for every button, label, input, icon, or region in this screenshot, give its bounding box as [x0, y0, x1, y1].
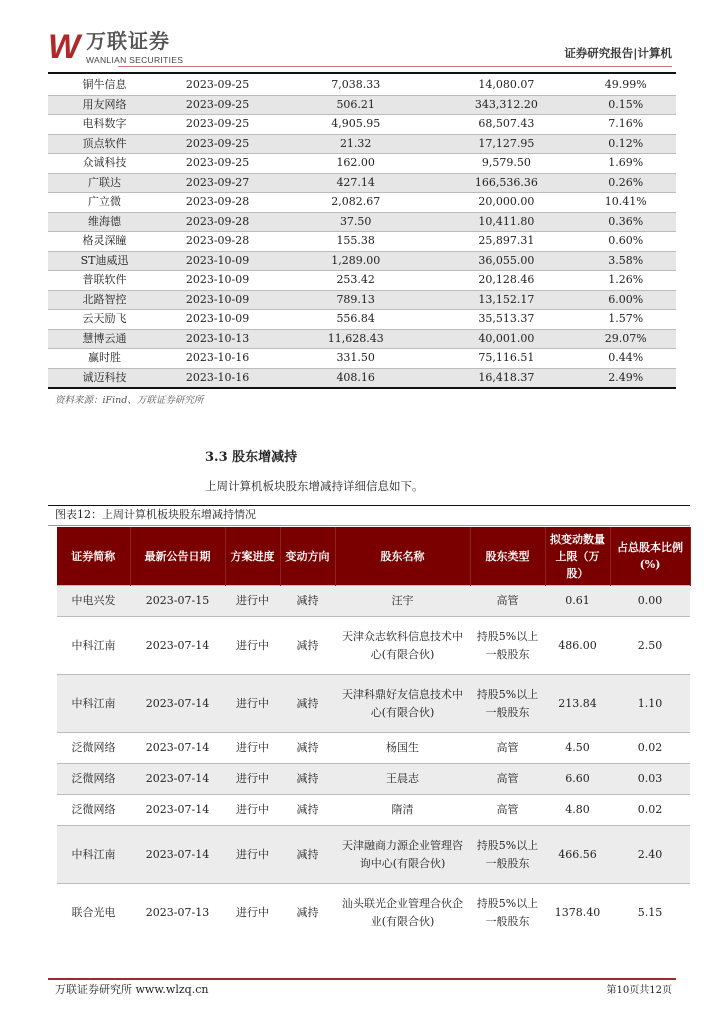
table-row: [57, 795, 690, 826]
table-cell: 40,001.00: [437, 329, 575, 349]
table-cell: 天津科鼎好友信息技术中心(有限合伙): [335, 675, 470, 733]
table-row: [48, 368, 676, 388]
table-cell: 减持: [280, 617, 335, 675]
table-row: [57, 675, 690, 733]
table-row: [48, 212, 676, 232]
table-cell: 减持: [280, 733, 335, 764]
table-cell: 减持: [280, 795, 335, 826]
table-row: [57, 884, 690, 942]
table-cell: 0.26%: [575, 173, 676, 193]
table-cell: 隋清: [335, 795, 470, 826]
table-cell: 4,905.95: [274, 115, 437, 135]
table-cell: 0.03: [610, 764, 690, 795]
table-cell: 进行中: [225, 675, 280, 733]
table-cell: 6.60: [545, 764, 610, 795]
table-cell: 1.69%: [575, 154, 676, 174]
table-cell: 4.80: [545, 795, 610, 826]
table-cell: 2023-09-25: [161, 76, 274, 95]
table-cell: 持股5%以上一般股东: [470, 884, 545, 942]
table-row: [57, 617, 690, 675]
table-row: [48, 173, 676, 193]
table-cell: 中科江南: [57, 826, 130, 884]
table-cell: 2023-10-16: [161, 368, 274, 388]
table-cell: 6.00%: [575, 290, 676, 310]
table-cell: 213.84: [545, 675, 610, 733]
column-header: 股东名称: [335, 527, 470, 586]
table-cell: 2023-07-13: [130, 884, 225, 942]
column-header: 占总股本比例(%): [610, 527, 690, 586]
table-row: [57, 586, 690, 617]
table-cell: 赢时胜: [48, 349, 161, 369]
table-cell: 0.02: [610, 795, 690, 826]
table-cell: 减持: [280, 826, 335, 884]
table-cell: 2023-09-25: [161, 154, 274, 174]
table-cell: 25,897.31: [437, 232, 575, 252]
table-cell: 0.00: [610, 586, 690, 617]
table-cell: 17,127.95: [437, 134, 575, 154]
table-cell: 155.38: [274, 232, 437, 252]
table-cell: 21.32: [274, 134, 437, 154]
table-cell: 杨国生: [335, 733, 470, 764]
table-cell: 2023-09-27: [161, 173, 274, 193]
table-cell: 2023-07-14: [130, 764, 225, 795]
table-row: [57, 826, 690, 884]
footer-rule: [48, 978, 676, 980]
table-cell: 泛微网络: [57, 795, 130, 826]
shareholder-change-table: [57, 527, 691, 941]
table-cell: 2023-07-14: [130, 826, 225, 884]
table-row: [48, 76, 676, 95]
table-cell: 343,312.20: [437, 95, 575, 115]
table-cell: 持股5%以上一般股东: [470, 675, 545, 733]
table-cell: 高管: [470, 733, 545, 764]
column-header: 最新公告日期: [130, 527, 225, 586]
table-cell: 高管: [470, 764, 545, 795]
table-row: [48, 290, 676, 310]
table-cell: 电科数字: [48, 115, 161, 135]
table-cell: 1.26%: [575, 271, 676, 291]
table-cell: 2023-10-13: [161, 329, 274, 349]
table-row: [48, 251, 676, 271]
table-cell: 789.13: [274, 290, 437, 310]
table-cell: 0.61: [545, 586, 610, 617]
table-row: [48, 154, 676, 174]
table-cell: 持股5%以上一般股东: [470, 826, 545, 884]
table-cell: 0.36%: [575, 212, 676, 232]
table-cell: 10.41%: [575, 193, 676, 213]
table-cell: 铜牛信息: [48, 76, 161, 95]
column-header: 证券简称: [57, 527, 130, 586]
table-row: [48, 193, 676, 213]
table-cell: 天津融商力源企业管理咨询中心(有限合伙): [335, 826, 470, 884]
table-cell: 1378.40: [545, 884, 610, 942]
table-cell: 408.16: [274, 368, 437, 388]
page-number: 第10页共12页: [606, 985, 672, 996]
column-header: 拟变动数量上限（万股）: [545, 527, 610, 586]
table-cell: 7,038.33: [274, 76, 437, 95]
table-cell: 广联达: [48, 173, 161, 193]
table-cell: 2023-10-09: [161, 290, 274, 310]
table-cell: 1.10: [610, 675, 690, 733]
table-cell: 2023-10-16: [161, 349, 274, 369]
table-cell: 486.00: [545, 617, 610, 675]
table-cell: 36,055.00: [437, 251, 575, 271]
table-cell: 进行中: [225, 826, 280, 884]
table-cell: 556.84: [274, 310, 437, 330]
table-cell: 427.14: [274, 173, 437, 193]
table-cell: 0.15%: [575, 95, 676, 115]
table-source: 资料来源：iFind、万联证券研究所: [55, 395, 204, 406]
table-cell: 2023-09-25: [161, 134, 274, 154]
table-cell: 普联软件: [48, 271, 161, 291]
table-row: [48, 134, 676, 154]
table-cell: 4.50: [545, 733, 610, 764]
table-cell: 慧博云通: [48, 329, 161, 349]
table-cell: 云天励飞: [48, 310, 161, 330]
table-cell: 减持: [280, 764, 335, 795]
section-paragraph: 上周计算机板块股东增减持详细信息如下。: [205, 479, 424, 493]
figure-caption: 图表12：上周计算机板块股东增减持情况: [55, 508, 256, 521]
table-cell: 2023-10-09: [161, 251, 274, 271]
table-cell: 高管: [470, 795, 545, 826]
table-cell: 泛微网络: [57, 764, 130, 795]
table-cell: 2023-10-09: [161, 271, 274, 291]
column-header: 股东类型: [470, 527, 545, 586]
table-cell: 持股5%以上一般股东: [470, 617, 545, 675]
table-cell: 2023-09-25: [161, 115, 274, 135]
table-cell: 泛微网络: [57, 733, 130, 764]
table-cell: 0.60%: [575, 232, 676, 252]
table-cell: 中科江南: [57, 675, 130, 733]
table-cell: 49.99%: [575, 76, 676, 95]
table-cell: 75,116.51: [437, 349, 575, 369]
report-tag: 证券研究报告|计算机: [564, 46, 672, 60]
table-cell: 0.44%: [575, 349, 676, 369]
table-cell: 2023-09-28: [161, 212, 274, 232]
table-cell: 35,513.37: [437, 310, 575, 330]
table-cell: 2023-07-14: [130, 795, 225, 826]
table-cell: 高管: [470, 586, 545, 617]
table-cell: 2023-09-25: [161, 95, 274, 115]
table-row: [48, 310, 676, 330]
logo-cn-text: 万联证券: [86, 29, 170, 53]
table-cell: 29.07%: [575, 329, 676, 349]
table-cell: 16,418.37: [437, 368, 575, 388]
table-cell: 2023-10-09: [161, 310, 274, 330]
table-cell: 进行中: [225, 795, 280, 826]
section-heading: 3.3 股东增减持: [205, 450, 298, 465]
table-cell: 用友网络: [48, 95, 161, 115]
table-cell: 王晨志: [335, 764, 470, 795]
table-cell: 0.12%: [575, 134, 676, 154]
table-cell: 天津众志软科信息技术中心(有限合伙): [335, 617, 470, 675]
column-header: 方案进度: [225, 527, 280, 586]
placement-table: [48, 76, 676, 389]
table-cell: 众诚科技: [48, 154, 161, 174]
table-cell: 1,289.00: [274, 251, 437, 271]
table-cell: 5.15: [610, 884, 690, 942]
table-cell: 汕头联光企业管理合伙企业(有限合伙): [335, 884, 470, 942]
figure-rule: [48, 505, 690, 506]
table-top-rule: [48, 72, 676, 74]
table-cell: 广立微: [48, 193, 161, 213]
table-cell: 2023-07-15: [130, 586, 225, 617]
table-cell: 北路智控: [48, 290, 161, 310]
table-cell: 进行中: [225, 884, 280, 942]
table-row: [48, 329, 676, 349]
table-cell: 11,628.43: [274, 329, 437, 349]
table-cell: 2023-09-28: [161, 193, 274, 213]
table-cell: 2,082.67: [274, 193, 437, 213]
table-cell: 20,000.00: [437, 193, 575, 213]
table-cell: 0.02: [610, 733, 690, 764]
table-cell: 减持: [280, 586, 335, 617]
table-cell: 466.56: [545, 826, 610, 884]
table-cell: 2023-07-14: [130, 617, 225, 675]
table-cell: 10,411.80: [437, 212, 575, 232]
column-header: 变动方向: [280, 527, 335, 586]
table-cell: 减持: [280, 884, 335, 942]
table-row: [48, 115, 676, 135]
table-row: [57, 733, 690, 764]
table-cell: 3.58%: [575, 251, 676, 271]
table-cell: 减持: [280, 675, 335, 733]
table-cell: 进行中: [225, 733, 280, 764]
table-cell: 联合光电: [57, 884, 130, 942]
footer-institute: 万联证券研究所 www.wlzq.cn: [55, 983, 209, 996]
table-cell: 37.50: [274, 212, 437, 232]
table-cell: 中科江南: [57, 617, 130, 675]
table-row: [48, 271, 676, 291]
table-cell: ST迪威迅: [48, 251, 161, 271]
table-cell: 2.50: [610, 617, 690, 675]
table-row: [57, 764, 690, 795]
table-cell: 维海德: [48, 212, 161, 232]
table-cell: 253.42: [274, 271, 437, 291]
table-cell: 506.21: [274, 95, 437, 115]
table-cell: 1.57%: [575, 310, 676, 330]
table-cell: 2023-07-14: [130, 675, 225, 733]
table-cell: 14,080.07: [437, 76, 575, 95]
table-cell: 2023-09-28: [161, 232, 274, 252]
table-cell: 20,128.46: [437, 271, 575, 291]
table-cell: 顶点软件: [48, 134, 161, 154]
table-cell: 7.16%: [575, 115, 676, 135]
table-cell: 9,579.50: [437, 154, 575, 174]
table-cell: 中电兴发: [57, 586, 130, 617]
table-cell: 331.50: [274, 349, 437, 369]
table-cell: 汪宇: [335, 586, 470, 617]
table-cell: 诚迈科技: [48, 368, 161, 388]
table-cell: 2.49%: [575, 368, 676, 388]
table-row: [48, 232, 676, 252]
table-cell: 进行中: [225, 617, 280, 675]
figure-rule-lower: [48, 525, 690, 526]
company-logo: [48, 30, 198, 66]
table-cell: 2.40: [610, 826, 690, 884]
table-row: [48, 349, 676, 369]
table-cell: 进行中: [225, 586, 280, 617]
table-cell: 2023-07-14: [130, 733, 225, 764]
logo-mark: W: [48, 28, 79, 66]
header-divider: [118, 66, 672, 67]
table-cell: 162.00: [274, 154, 437, 174]
table-cell: 格灵深瞳: [48, 232, 161, 252]
table-row: [48, 95, 676, 115]
table-cell: 68,507.43: [437, 115, 575, 135]
table-cell: 进行中: [225, 764, 280, 795]
table-cell: 166,536.36: [437, 173, 575, 193]
table-cell: 13,152.17: [437, 290, 575, 310]
logo-en-text: WANLIAN SECURITIES: [86, 55, 184, 65]
